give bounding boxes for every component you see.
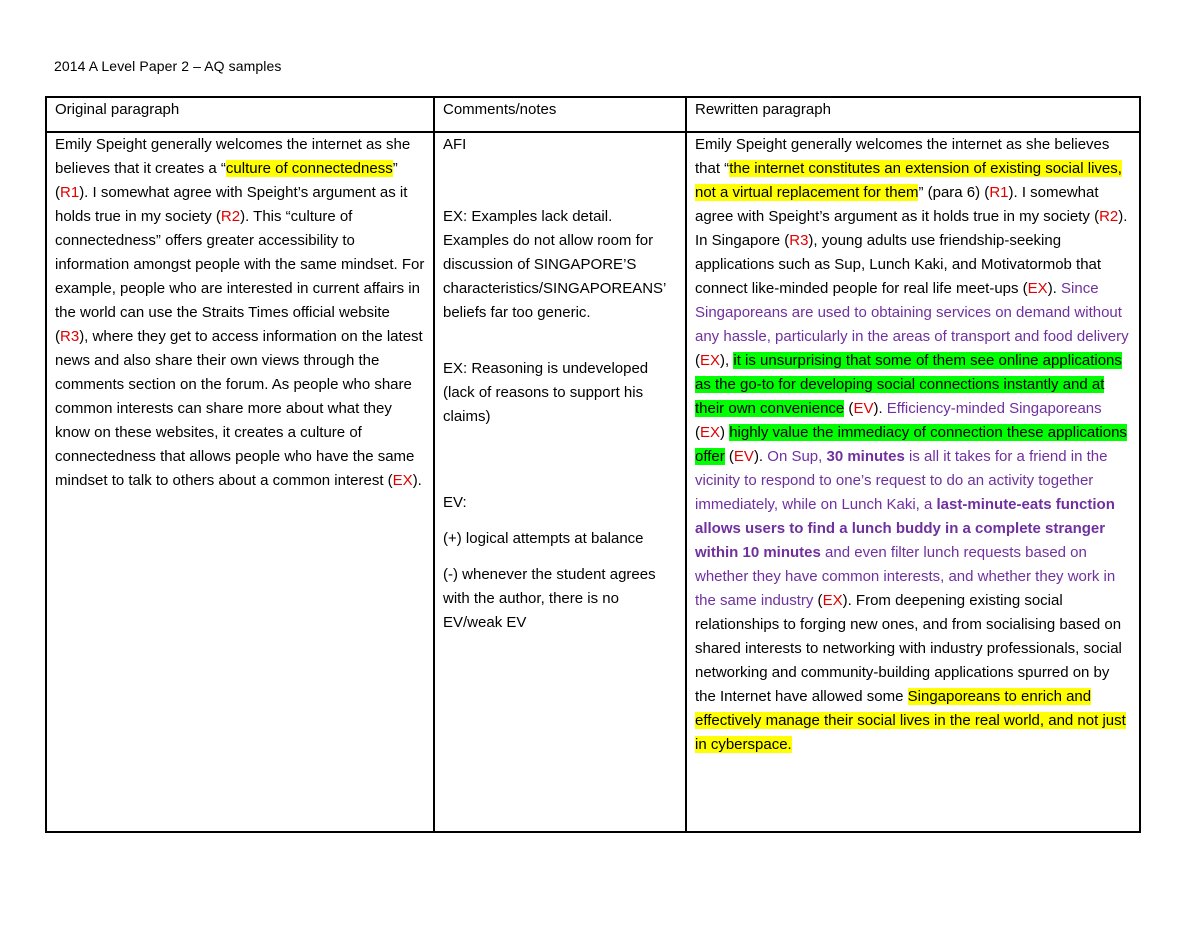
note-afi: AFI	[443, 136, 467, 153]
original-run: ). This “culture of connectedness” offers greater accessibility to information amongst people with the same mindset. For example, people who are interested in current affairs in the world can use the Straits Times official website (	[55, 208, 425, 345]
rewritten-run: EX	[700, 424, 721, 441]
comparison-table	[45, 96, 1141, 833]
rewritten-run: the internet constitutes an extension of existing social lives, not a virtual replacement for them	[695, 160, 1122, 201]
rewritten-run: )	[720, 424, 730, 441]
rewritten-run: R2	[1099, 208, 1119, 225]
rewritten-run: (	[695, 352, 700, 369]
original-run: R1	[60, 184, 80, 201]
original-run: R3	[60, 328, 80, 345]
rewritten-run: Emily Speight generally welcomes the internet as she believes that “	[695, 136, 1110, 177]
rewritten-run: highly value the immediacy of connection	[729, 424, 1003, 441]
rewritten-run: ). From deepening existing social relationships to forging new ones, and from socialising based on shared interests to networking with industry professionals, social networking and community-building applications spurred on by the Internet have allowed some	[695, 592, 1122, 705]
original-run: EX	[392, 472, 413, 489]
rewritten-run: last-minute-eats function allows users to find a lunch buddy in a complete stranger within 10 minutes	[695, 496, 1115, 561]
page-title: 2014 A Level Paper 2 – AQ samples	[54, 58, 282, 74]
rewritten-run: EX	[822, 592, 843, 609]
original-run: ), where they get to access information on the latest news and also share their own views through the comments section on the forum. As people who share common interests can share more about what they know on these websites, it creates a culture of connectedness that allows people who have the same mindset to talk to others about a common interest (	[55, 328, 423, 489]
rewritten-run: ),	[720, 352, 734, 369]
rewritten-run: Singaporeans to enrich and effectively manage their social lives in the real world, and not just in cyberspace.	[695, 688, 1126, 753]
rewritten-paragraph	[695, 133, 1131, 757]
original-paragraph	[55, 133, 425, 493]
table-body-row	[46, 132, 1140, 832]
original-run: R2	[220, 208, 241, 225]
rewritten-run: ).	[1047, 280, 1062, 297]
rewritten-run: On Sup,	[767, 448, 827, 465]
note-ev-plus: (+) logical attempts at balance	[443, 530, 644, 547]
original-run: ” (	[55, 160, 398, 201]
original-run: Emily Speight generally welcomes the internet as she believes that it creates a “	[55, 136, 411, 177]
rewritten-run: is all it takes for a friend in the vicinity to respond to one’s request to do an activity together immediately, while on Lunch Kaki, a	[695, 448, 1108, 513]
rewritten-run: ). In Singapore (	[695, 208, 1128, 249]
rewritten-run: ).	[753, 448, 768, 465]
rewritten-run: EV	[733, 448, 754, 465]
header-rewritten: Rewritten paragraph	[686, 97, 1140, 132]
rewritten-run: ), young adults use friendship-seeking applications such as Sup, Lunch Kaki, and Motivatormob that connect like-minded people for real life meet-ups (	[695, 232, 1102, 297]
rewritten-run: ). I somewhat agree with Speight’s argument as it holds true in my society (	[695, 184, 1100, 225]
rewritten-run: 30 minutes	[826, 448, 905, 465]
rewritten-run: R3	[789, 232, 809, 249]
rewritten-run: Efficiency-minded Singaporeans	[886, 400, 1102, 417]
rewritten-run: (	[844, 400, 854, 417]
rewritten-run: ” (para 6) (	[918, 184, 990, 201]
rewritten-run: Since Singaporeans are used to obtaining services on demand without any hassle, particularly in the areas of transport and food delivery	[695, 280, 1129, 345]
rewritten-run: (	[813, 592, 823, 609]
original-paragraph-cell	[46, 132, 434, 832]
rewritten-run: it is unsurprising that some of them see online applications as the go-to for developing social connections instantly and at their own convenience	[695, 352, 1122, 417]
rewritten-run: R1	[989, 184, 1009, 201]
rewritten-run: EX	[700, 352, 721, 369]
rewritten-run: EV	[853, 400, 874, 417]
original-run: ). I somewhat agree with Speight’s argument as it holds true in my society (	[55, 184, 408, 225]
table-header-row	[46, 97, 1140, 132]
rewritten-run: (	[695, 424, 700, 441]
rewritten-run: these applications offer	[695, 424, 1127, 465]
header-comments: Comments/notes	[434, 97, 686, 132]
note-ev-minus: (-) whenever the student agrees with the author, there is no EV/weak EV	[443, 566, 656, 631]
rewritten-run: and even filter lunch requests based on whether they have common interests, and whether they work in the same industry	[695, 544, 1116, 609]
rewritten-paragraph-cell	[686, 132, 1140, 832]
rewritten-run: (	[724, 448, 734, 465]
note-ex-reasoning: EX: Reasoning is undeveloped (lack of reasons to support his claims)	[443, 360, 649, 425]
comments-cell	[434, 132, 686, 832]
header-original: Original paragraph	[46, 97, 434, 132]
note-ev-heading: EV:	[443, 494, 467, 511]
original-run: ).	[412, 472, 422, 489]
rewritten-run: ).	[873, 400, 887, 417]
original-run: culture of connectedness	[225, 160, 393, 177]
rewritten-run: EX	[1027, 280, 1048, 297]
note-ex-examples: EX: Examples lack detail. Examples do not allow room for discussion of SINGAPORE’S characteristics/SINGAPOREANS’ beliefs far too generic.	[443, 208, 666, 321]
